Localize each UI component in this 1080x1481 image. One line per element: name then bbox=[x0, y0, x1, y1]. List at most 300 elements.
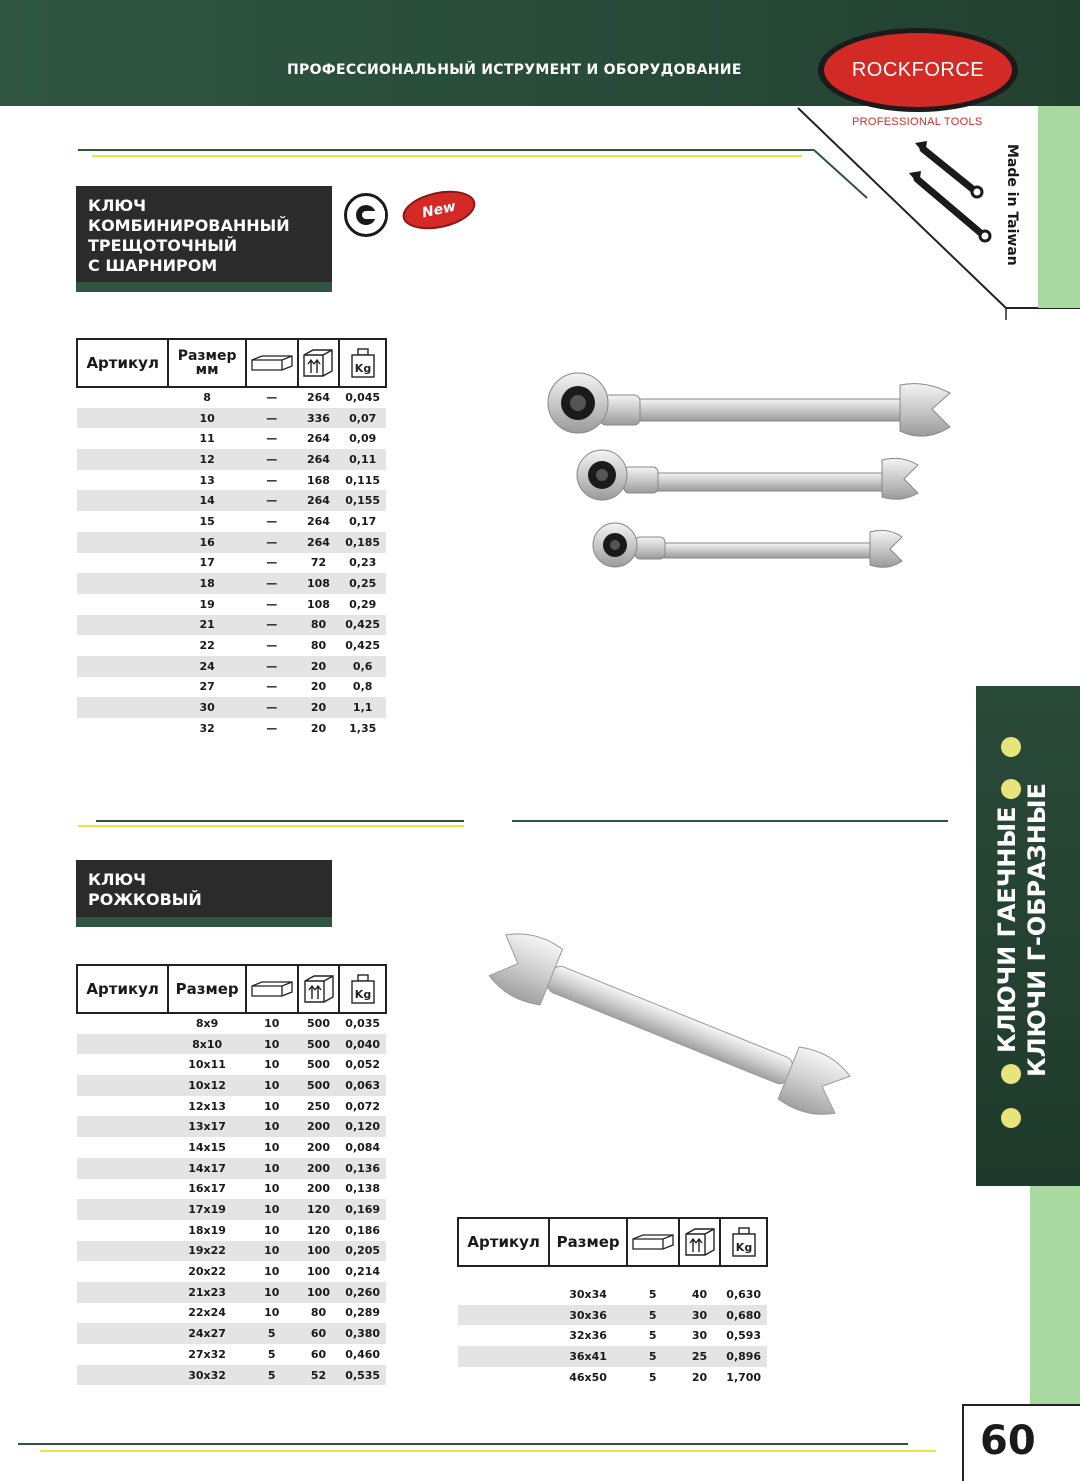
table-cell: 108 bbox=[298, 573, 340, 594]
table-row bbox=[458, 1325, 767, 1346]
table-cell: 22 bbox=[199, 639, 215, 653]
table-cell: 5 bbox=[648, 1329, 657, 1343]
table-cell: — bbox=[266, 721, 278, 735]
table-cell: 8x9 bbox=[195, 1017, 219, 1031]
table-cell: 0,11 bbox=[339, 449, 386, 470]
section1-title-line: КЛЮЧ bbox=[88, 196, 147, 215]
table-cell: 264 bbox=[306, 391, 330, 405]
col-carton bbox=[298, 339, 340, 387]
table-cell bbox=[77, 470, 168, 491]
category-line: КЛЮЧИ ГАЕЧНЫЕ bbox=[993, 806, 1021, 1054]
col-weight bbox=[720, 1218, 767, 1266]
table-row bbox=[77, 449, 386, 470]
table-cell: 0,214 bbox=[345, 1265, 381, 1279]
table-cell: 10x12 bbox=[168, 1075, 246, 1096]
table-cell: — bbox=[246, 697, 298, 718]
table-row bbox=[77, 408, 386, 429]
table-cell bbox=[77, 1199, 168, 1220]
table-cell: 0,155 bbox=[339, 490, 386, 511]
col-article: Артикул bbox=[77, 965, 168, 1013]
col-inner-pack bbox=[246, 965, 298, 1013]
table-cell: 10 bbox=[246, 1158, 298, 1179]
table-row bbox=[77, 1323, 386, 1344]
table-cell: 500 bbox=[298, 1034, 340, 1055]
table-cell: 0,289 bbox=[345, 1306, 381, 1320]
category-tab-label bbox=[992, 700, 1052, 1160]
table-open-end-wrench bbox=[76, 964, 387, 1385]
table-cell: 10 bbox=[246, 1282, 298, 1303]
table-cell: 80 bbox=[310, 1306, 327, 1320]
table-cell bbox=[77, 1179, 168, 1200]
table-cell: 10 bbox=[264, 1306, 280, 1320]
table-cell bbox=[77, 1220, 168, 1241]
table-row bbox=[77, 1282, 386, 1303]
col-article: Артикул bbox=[77, 339, 168, 387]
table-cell: 0,136 bbox=[339, 1158, 386, 1179]
table-cell: 0,063 bbox=[339, 1075, 386, 1096]
table-cell: 14x17 bbox=[168, 1158, 246, 1179]
table-cell: 25 bbox=[679, 1346, 721, 1367]
table-cell: 168 bbox=[306, 473, 330, 487]
col-inner-pack bbox=[627, 1218, 679, 1266]
col-weight bbox=[339, 339, 386, 387]
table-cell: 16 bbox=[168, 532, 245, 553]
table-cell bbox=[458, 1346, 549, 1367]
table-cell: 500 bbox=[307, 1017, 330, 1031]
table-cell bbox=[77, 532, 168, 553]
table-cell: 100 bbox=[298, 1282, 340, 1303]
table-cell: 18x19 bbox=[188, 1223, 226, 1237]
table-cell: 10 bbox=[264, 1058, 280, 1072]
bullet-dot bbox=[1001, 1064, 1021, 1084]
section1-title-line: ТРЕЩОТОЧНЫЙ bbox=[88, 236, 238, 255]
table-cell bbox=[77, 594, 168, 615]
table-row bbox=[77, 573, 386, 594]
table-cell: 24x27 bbox=[168, 1323, 246, 1344]
table-cell: 10 bbox=[168, 408, 245, 429]
table-row bbox=[77, 1303, 386, 1324]
table-cell: 12 bbox=[168, 449, 245, 470]
table-cell bbox=[77, 408, 168, 429]
table-cell: 13x17 bbox=[168, 1116, 246, 1137]
footer-rule bbox=[18, 1443, 908, 1445]
section2-title-line: КЛЮЧ bbox=[88, 870, 147, 889]
table-cell: 0,09 bbox=[349, 432, 377, 446]
table-cell: 10 bbox=[264, 1017, 280, 1031]
table-cell bbox=[77, 635, 168, 656]
table-cell: — bbox=[246, 408, 298, 429]
table-cell: 10 bbox=[264, 1140, 280, 1154]
table-cell: 100 bbox=[307, 1265, 330, 1279]
table-cell bbox=[77, 511, 168, 532]
table-cell: 0,185 bbox=[339, 532, 386, 553]
table-cell: 16x17 bbox=[188, 1182, 226, 1196]
table-cell bbox=[77, 428, 168, 449]
table-cell bbox=[77, 1137, 168, 1158]
table-row bbox=[77, 697, 386, 718]
table-cell bbox=[77, 1365, 168, 1386]
weight-icon bbox=[349, 347, 377, 379]
table-row bbox=[77, 1241, 386, 1262]
table-cell: 500 bbox=[307, 1058, 330, 1072]
side-green-band-top bbox=[1038, 106, 1080, 308]
table-cell bbox=[77, 1034, 168, 1055]
table-cell: 10x11 bbox=[188, 1058, 226, 1072]
table-cell bbox=[77, 1344, 168, 1365]
table-cell bbox=[77, 615, 168, 636]
table-cell: — bbox=[246, 490, 298, 511]
table-cell: 13 bbox=[199, 473, 215, 487]
table-row bbox=[77, 511, 386, 532]
table-cell bbox=[77, 697, 168, 718]
table-cell: 10 bbox=[246, 1034, 298, 1055]
table-cell: 0,380 bbox=[339, 1323, 386, 1344]
table-cell: 0,260 bbox=[339, 1282, 386, 1303]
table-cell: 20 bbox=[298, 697, 340, 718]
footer-rule-accent bbox=[40, 1450, 936, 1452]
table-cell: 10 bbox=[246, 1075, 298, 1096]
table-cell: 8 bbox=[203, 391, 211, 405]
table-cell bbox=[77, 1303, 168, 1324]
table-cell: 500 bbox=[298, 1075, 340, 1096]
table-cell: 36x41 bbox=[549, 1346, 627, 1367]
table-cell: 30x32 bbox=[168, 1365, 246, 1386]
table-cell: 0,045 bbox=[345, 391, 381, 405]
table-cell: 0,169 bbox=[339, 1199, 386, 1220]
table-cell: 264 bbox=[298, 532, 340, 553]
table-cell bbox=[77, 553, 168, 574]
table-row bbox=[77, 1116, 386, 1137]
table-row bbox=[77, 387, 386, 408]
col-carton bbox=[679, 1218, 721, 1266]
table-cell bbox=[77, 677, 168, 698]
table-row bbox=[77, 532, 386, 553]
section1-rule-accent bbox=[92, 155, 802, 157]
weight-icon bbox=[349, 973, 377, 1005]
table-cell: 0,120 bbox=[339, 1116, 386, 1137]
table-ratchet-wrench-body bbox=[77, 387, 386, 739]
table-cell: 1,1 bbox=[339, 697, 386, 718]
table-row bbox=[77, 1137, 386, 1158]
table-cell bbox=[77, 1116, 168, 1137]
table-row bbox=[77, 1365, 386, 1386]
table-cell: 0,138 bbox=[345, 1182, 381, 1196]
table-cell: — bbox=[246, 615, 298, 636]
box-icon bbox=[631, 1233, 675, 1251]
table-cell: 10 bbox=[246, 1199, 298, 1220]
table-cell bbox=[77, 1096, 168, 1117]
table-row bbox=[77, 1054, 386, 1075]
carton-icon bbox=[302, 973, 336, 1005]
table-row bbox=[77, 677, 386, 698]
table-cell bbox=[77, 449, 168, 470]
box-icon bbox=[250, 980, 294, 998]
table-cell: 264 bbox=[298, 490, 340, 511]
table-cell: 5 bbox=[627, 1346, 679, 1367]
table-cell: 19x22 bbox=[168, 1241, 246, 1262]
col-size-label: Размер bbox=[177, 348, 237, 364]
table-cell: 30 bbox=[691, 1329, 708, 1343]
table-cell: 264 bbox=[306, 514, 330, 528]
table-row bbox=[77, 553, 386, 574]
table-row bbox=[77, 1344, 386, 1365]
table-cell: 0,425 bbox=[345, 639, 381, 653]
table-cell: 20 bbox=[691, 1370, 708, 1384]
table-cell bbox=[77, 387, 168, 408]
table-row bbox=[77, 1179, 386, 1200]
table-cell: 200 bbox=[298, 1116, 340, 1137]
table-cell: 20x22 bbox=[188, 1265, 226, 1279]
table-cell: 18 bbox=[168, 573, 245, 594]
table-cell: 5 bbox=[648, 1287, 657, 1301]
table-cell: 120 bbox=[298, 1199, 340, 1220]
table-cell: 0,035 bbox=[345, 1017, 381, 1031]
table-cell: 10 bbox=[264, 1099, 280, 1113]
table-row bbox=[77, 1158, 386, 1179]
table-cell bbox=[77, 1323, 168, 1344]
table-cell: 12x13 bbox=[188, 1099, 226, 1113]
table-cell: 200 bbox=[298, 1158, 340, 1179]
col-size: Размер bbox=[549, 1218, 627, 1266]
table-cell: 30 bbox=[679, 1305, 721, 1326]
made-in-label: Made in Taiwan bbox=[1004, 144, 1020, 266]
table-cell: 264 bbox=[298, 449, 340, 470]
table-cell: 10 bbox=[246, 1116, 298, 1137]
section2-rule-right bbox=[512, 820, 948, 822]
table-cell: 0,186 bbox=[345, 1223, 381, 1237]
table-cell: 5 bbox=[246, 1323, 298, 1344]
weight-icon bbox=[730, 1226, 758, 1258]
table-open-end-wrench-large-body bbox=[458, 1284, 767, 1387]
table-cell: — bbox=[266, 514, 278, 528]
table-cell: 10 bbox=[264, 1182, 280, 1196]
carton-icon bbox=[301, 347, 335, 379]
section2-rule bbox=[96, 820, 464, 822]
table-row bbox=[77, 1013, 386, 1034]
table-open-end-wrench-large bbox=[457, 1217, 768, 1387]
table-cell: 1,700 bbox=[726, 1370, 762, 1384]
table-cell: — bbox=[266, 473, 278, 487]
table-cell bbox=[77, 1054, 168, 1075]
table-cell: 40 bbox=[691, 1287, 708, 1301]
table-cell: 0,072 bbox=[345, 1099, 381, 1113]
table-cell bbox=[77, 1261, 168, 1282]
table-ratchet-wrench bbox=[76, 338, 387, 739]
table-cell: 200 bbox=[307, 1182, 330, 1196]
col-article: Артикул bbox=[458, 1218, 549, 1266]
table-cell: 5 bbox=[648, 1370, 657, 1384]
table-cell: 60 bbox=[298, 1323, 340, 1344]
table-cell: 30 bbox=[168, 697, 245, 718]
brand-subtitle: PROFESSIONAL TOOLS bbox=[852, 116, 983, 128]
table-cell: 5 bbox=[267, 1347, 276, 1361]
table-cell: 15 bbox=[199, 514, 215, 528]
table-cell: — bbox=[246, 449, 298, 470]
section1-title-line: КОМБИНИРОВАННЫЙ bbox=[88, 216, 290, 235]
table-cell: 8x10 bbox=[168, 1034, 246, 1055]
table-cell: 11 bbox=[199, 432, 215, 446]
table-cell: 0,040 bbox=[339, 1034, 386, 1055]
table-cell: 0,593 bbox=[726, 1329, 762, 1343]
table-cell bbox=[77, 1282, 168, 1303]
table-cell: 52 bbox=[298, 1365, 340, 1386]
table-cell: 24 bbox=[168, 656, 245, 677]
table-cell: — bbox=[246, 532, 298, 553]
table-row bbox=[77, 1261, 386, 1282]
table-row bbox=[77, 615, 386, 636]
table-cell: 20 bbox=[310, 680, 327, 694]
table-cell: 0,8 bbox=[352, 680, 373, 694]
col-carton bbox=[298, 965, 340, 1013]
table-cell bbox=[458, 1305, 549, 1326]
wrench-pair-icon bbox=[905, 135, 1000, 250]
table-cell: 5 bbox=[627, 1305, 679, 1326]
table-cell: — bbox=[266, 597, 278, 611]
table-cell bbox=[77, 573, 168, 594]
table-cell: 336 bbox=[298, 408, 340, 429]
bullet-dot bbox=[1001, 779, 1021, 799]
table-cell: 108 bbox=[306, 597, 330, 611]
table-cell: — bbox=[246, 656, 298, 677]
category-line: КЛЮЧИ Г-ОБРАЗНЫЕ bbox=[1023, 782, 1051, 1078]
section2-title bbox=[76, 860, 332, 927]
table-cell: 0,535 bbox=[339, 1365, 386, 1386]
table-cell: — bbox=[266, 639, 278, 653]
page-number: 60 bbox=[980, 1418, 1036, 1464]
table-cell: 0,17 bbox=[349, 514, 377, 528]
table-cell bbox=[77, 1158, 168, 1179]
table-cell bbox=[77, 490, 168, 511]
carton-icon bbox=[683, 1226, 717, 1258]
table-cell: 0,29 bbox=[349, 597, 377, 611]
table-row bbox=[458, 1346, 767, 1367]
box-icon bbox=[250, 354, 294, 372]
table-cell: 0,6 bbox=[339, 656, 386, 677]
table-cell: 17x19 bbox=[168, 1199, 246, 1220]
table-cell bbox=[77, 656, 168, 677]
table-cell: 1,35 bbox=[349, 721, 377, 735]
table-cell: 0,205 bbox=[339, 1241, 386, 1262]
table-row bbox=[77, 1220, 386, 1241]
table-cell bbox=[77, 1241, 168, 1262]
table-cell bbox=[458, 1284, 549, 1305]
col-size-unit: мм bbox=[195, 362, 219, 378]
table-cell: — bbox=[266, 556, 278, 570]
table-cell bbox=[77, 718, 168, 739]
weight-unit: Kg bbox=[354, 988, 371, 1001]
table-row bbox=[458, 1305, 767, 1326]
new-badge-label: New bbox=[420, 198, 458, 222]
section1-title-line: С ШАРНИРОМ bbox=[88, 256, 218, 275]
section1-rule bbox=[78, 149, 814, 151]
section2-title-line: РОЖКОВЫЙ bbox=[88, 890, 202, 909]
table-row bbox=[77, 594, 386, 615]
table-cell bbox=[458, 1325, 549, 1346]
table-cell: 5 bbox=[246, 1365, 298, 1386]
table-row bbox=[458, 1367, 767, 1388]
table-open-end-wrench-body bbox=[77, 1013, 386, 1385]
col-size: Размер bbox=[168, 965, 246, 1013]
side-green-band-bottom bbox=[1030, 1186, 1080, 1406]
table-cell: 19 bbox=[199, 597, 215, 611]
table-row bbox=[77, 718, 386, 739]
table-row bbox=[77, 656, 386, 677]
ratchet-wrench-icon bbox=[344, 193, 388, 237]
table-cell: 80 bbox=[310, 639, 327, 653]
table-cell: 0,115 bbox=[345, 473, 381, 487]
table-row bbox=[458, 1284, 767, 1305]
table-cell: 264 bbox=[306, 432, 330, 446]
table-cell: 0,460 bbox=[345, 1347, 381, 1361]
table-row bbox=[77, 635, 386, 656]
bullet-dot bbox=[1001, 737, 1021, 757]
table-cell: 100 bbox=[298, 1241, 340, 1262]
table-cell: 0,425 bbox=[339, 615, 386, 636]
table-cell: 10 bbox=[264, 1265, 280, 1279]
table-cell: 80 bbox=[298, 615, 340, 636]
table-cell bbox=[77, 1013, 168, 1034]
table-cell: — bbox=[246, 573, 298, 594]
table-cell bbox=[77, 1075, 168, 1096]
table-cell: 32x36 bbox=[569, 1329, 607, 1343]
table-row bbox=[77, 1096, 386, 1117]
table-cell: 14x15 bbox=[188, 1140, 226, 1154]
table-row bbox=[77, 1075, 386, 1096]
table-row bbox=[77, 1034, 386, 1055]
table-cell: 32 bbox=[199, 721, 215, 735]
weight-unit: Kg bbox=[735, 1241, 752, 1254]
table-cell: 0,084 bbox=[345, 1140, 381, 1154]
section2-rule-accent bbox=[78, 825, 464, 827]
table-cell: 27x32 bbox=[188, 1347, 226, 1361]
table-cell: 21x23 bbox=[168, 1282, 246, 1303]
table-cell: 10 bbox=[264, 1223, 280, 1237]
weight-unit: Kg bbox=[354, 362, 371, 375]
col-size bbox=[168, 339, 245, 387]
table-cell: 10 bbox=[246, 1241, 298, 1262]
table-cell: 0,680 bbox=[720, 1305, 767, 1326]
col-weight bbox=[339, 965, 386, 1013]
header-tagline: ПРОФЕССИОНАЛЬНЫЙ ИСТРУМЕНТ И ОБОРУДОВАНИЕ bbox=[287, 62, 742, 78]
table-cell: 0,052 bbox=[345, 1058, 381, 1072]
table-cell: 22x24 bbox=[188, 1306, 226, 1320]
table-cell: 27 bbox=[199, 680, 215, 694]
open-end-wrench-photo bbox=[470, 925, 870, 1125]
table-cell: 46x50 bbox=[569, 1370, 607, 1384]
table-cell: 0,07 bbox=[339, 408, 386, 429]
table-cell: 17 bbox=[199, 556, 215, 570]
col-inner-pack bbox=[246, 339, 298, 387]
table-cell: 20 bbox=[310, 721, 327, 735]
table-cell bbox=[458, 1367, 549, 1388]
table-cell: — bbox=[266, 432, 278, 446]
section1-title bbox=[76, 186, 332, 292]
table-row bbox=[77, 428, 386, 449]
table-cell: 60 bbox=[310, 1347, 327, 1361]
table-cell: — bbox=[266, 391, 278, 405]
table-cell: 0,630 bbox=[726, 1287, 762, 1301]
bullet-dot bbox=[1001, 1108, 1021, 1128]
table-row bbox=[77, 490, 386, 511]
table-cell: 0,25 bbox=[339, 573, 386, 594]
ratchet-wrench-photo bbox=[540, 365, 960, 590]
table-cell: 30x36 bbox=[549, 1305, 627, 1326]
brand-name: ROCKFORCE bbox=[851, 58, 985, 81]
table-cell: 21 bbox=[168, 615, 245, 636]
section1-rule-slant bbox=[812, 148, 872, 203]
table-cell: 14 bbox=[168, 490, 245, 511]
table-cell: 120 bbox=[307, 1223, 330, 1237]
